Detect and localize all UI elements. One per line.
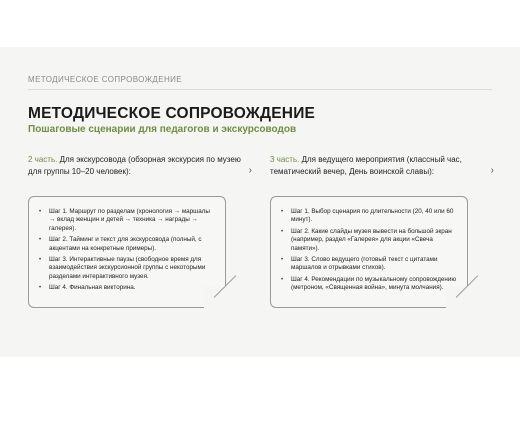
chevron-right-icon: › [248,165,252,176]
part-3-heading [270,154,494,178]
step-text: Шаг 1. Маршрут по разделам (хронология → маршалы → вклад женщин и детей → техника → награды → галерея). [49,208,210,232]
bullet-dot-icon: • [39,285,42,292]
page-subtitle: Пошаговые сценарии для педагогов и экскурсоводов [28,124,297,135]
step-text: Шаг 3. Слово ведущего (готовый текст с цитатами маршалов и отрывками стихов). [291,256,438,272]
part-3-number: 3 часть. [270,155,300,164]
list-item [39,208,215,233]
bullet-dot-icon: • [281,257,284,264]
chevron-right-icon: › [490,165,494,176]
slide [0,47,520,357]
steps-list [39,208,215,293]
step-text: Шаг 4. Финальная викторина. [49,284,136,292]
bullet-dot-icon: • [281,209,284,215]
header-label: МЕТОДИЧЕСКОЕ СОПРОВОЖДЕНИЕ [28,75,183,84]
part-2-text: Для экскурсовода (обзорная экскурсия по музею для группы 10–20 человек): [28,155,241,176]
bullet-dot-icon: • [39,257,42,264]
step-text: Шаг 3. Интерактивные паузы (свободное время для взаимодействия экскурсионной группы с некоторыми разделами интерактивного музея. [49,256,206,280]
part-2-number: 2 часть. [28,155,58,164]
list-item [39,284,215,292]
list-item [281,276,457,293]
page-title: МЕТОДИЧЕСКОЕ СОПРОВОЖДЕНИЕ [28,105,316,122]
step-text: Шаг 1. Выбор сценария по длительности (20, 40 или 60 минут). [291,208,454,224]
list-item [281,228,457,253]
list-item [281,256,457,273]
step-text: Шаг 2. Какие слайды музея вывести на большой экран (например, раздел «Галерея» для акции «Свеча памяти»). [291,227,452,252]
list-item [39,236,215,253]
bullet-dot-icon: • [281,228,284,235]
list-item [39,256,215,281]
bullet-dot-icon: • [39,209,42,215]
steps-list [281,208,457,293]
part-2-heading [28,154,252,178]
card-corner-cut [446,286,468,308]
header-divider [28,89,492,90]
card-corner-cut [204,286,226,308]
step-text: Шаг 2. Тайминг и текст для экскурсовода (полный, с акцентами на конкретные примеры). [49,236,202,252]
step-text: Шаг 4. Рекомендации по музыкальному сопровождению (метроном, «Священная война», минута молчания). [291,275,457,292]
part-3-text: Для ведущего мероприятия (классный час, тематический вечер, День воинской славы): [270,155,462,176]
bullet-dot-icon: • [281,276,284,283]
bullet-dot-icon: • [39,237,42,244]
part-3-steps-card [270,196,468,308]
list-item [281,208,457,225]
part-2-steps-card [28,196,226,308]
